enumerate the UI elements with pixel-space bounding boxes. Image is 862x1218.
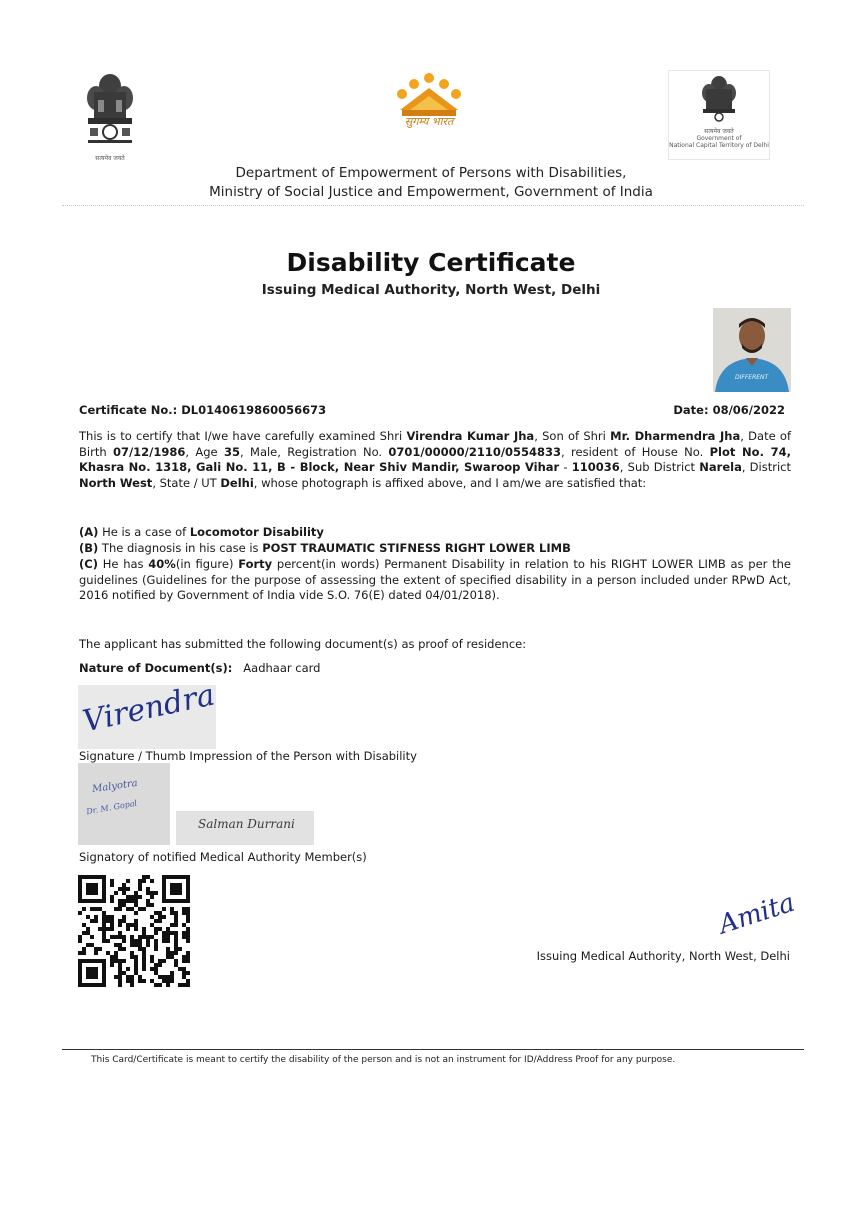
footer-disclaimer: This Card/Certificate is meant to certify the disability of the person and is not an instrument for ID/Address Proof for any purpose. [91, 1055, 676, 1065]
pin-code: 110036 [571, 460, 620, 474]
accessible-india-logo [388, 70, 470, 140]
department-line-2: Ministry of Social Justice and Empowerment, Government of India [209, 184, 653, 200]
document-nature-label: Nature of Document(s): [79, 661, 233, 675]
document-nature-value: Aadhaar card [243, 661, 321, 675]
department-line-1: Department of Empowerment of Persons with Disabilities, [235, 165, 627, 181]
diagnosis: POST TRAUMATIC STIFNESS RIGHT LOWER LIMB [262, 541, 571, 555]
certificate-date [673, 403, 785, 417]
emblem-motto: सत्यमेव जयते [95, 155, 125, 162]
lion-capital-icon [82, 70, 138, 150]
disability-percent: 40% [148, 557, 176, 571]
applicant-signature-caption: Signature / Thumb Impression of the Person with Disability [79, 749, 417, 763]
accessible-india-text: सुगम्य भारत [404, 115, 454, 128]
registration-number: 0701/00000/2110/0554833 [388, 444, 562, 459]
govt-line-2: National Capital Territory of Delhi [669, 142, 769, 149]
finding-a: (A) He is a case of Locomotor Disability [79, 525, 324, 539]
date-label: Date: [673, 403, 709, 417]
certificate-subtitle: Issuing Medical Authority, North West, Delhi [261, 282, 601, 298]
date-value: 08/06/2022 [712, 403, 785, 417]
emblem-motto: सत्यमेव जयते [704, 128, 734, 135]
member-signature-image-2 [176, 811, 314, 845]
certificate-number-label: Certificate No.: [79, 403, 178, 417]
applicant-signature: Virendra [79, 677, 218, 740]
father-name: Mr. Dharmendra Jha [610, 429, 741, 443]
issuing-authority-caption: Issuing Medical Authority, North West, Delhi [536, 949, 790, 963]
certificate-title: Disability Certificate [286, 248, 576, 277]
issuing-authority-signature: Amita [715, 887, 799, 941]
certificate-number-value: DL0140619860056673 [181, 403, 327, 417]
document-nature [79, 661, 320, 675]
applicant-name: Virendra Kumar Jha [406, 429, 535, 443]
sub-district: Narela [699, 460, 742, 474]
age: 35 [224, 444, 241, 459]
disability-type: Locomotor Disability [189, 525, 324, 539]
lion-capital-icon [669, 71, 769, 123]
accessible-india-icon [388, 70, 470, 140]
state-emblem-left [82, 70, 138, 160]
member-signature-image-1 [78, 763, 170, 845]
finding-c: (C) He has 40%(in figure) Forty percent(in words) Permanent Disability in relation to his RIGHT LOWER LIMB as per the guidelines (Guidelines for the purpose of assessing the extent of specified disability in a person included under RPwD Act, 2016 notified by Government of India vide S.O. 76(E) dated 04/01/2018). [79, 557, 792, 602]
certificate-number [79, 403, 326, 417]
qr-code [78, 875, 190, 987]
member-signature-1: Malyotra [91, 777, 139, 796]
department-heading [0, 164, 862, 202]
issuing-authority-signature-image [712, 887, 799, 947]
members-signature-caption: Signatory of notified Medical Authority Member(s) [79, 850, 367, 864]
date-of-birth: 07/12/1986 [112, 444, 186, 459]
address: Plot No. 74, Khasra No. 1318, Gali No. 11, B - Block, Near Shiv Mandir, Swaroop Vihar [79, 444, 792, 474]
district: North West [79, 475, 153, 490]
member-signature-1-name: Dr. M. Gopal [85, 798, 138, 817]
applicant-signature-image [78, 677, 218, 749]
disability-percent-words: Forty [238, 557, 273, 571]
header-divider [62, 205, 804, 206]
finding-b: (B) The diagnosis in his case is POST TRAUMATIC STIFNESS RIGHT LOWER LIMB [79, 541, 571, 555]
shirt-print: DIFFERENT [735, 374, 769, 381]
member-signature-2: Salman Durrani [198, 817, 295, 831]
footer-divider [62, 1049, 804, 1050]
state: Delhi [220, 475, 254, 490]
applicant-photo [713, 308, 791, 392]
qr-code-icon [78, 875, 190, 987]
delhi-govt-emblem [668, 70, 770, 160]
govt-line-1: Government of [696, 135, 742, 142]
certification-paragraph: This is to certify that I/we have carefully examined Shri Virendra Kumar Jha, Son of Shri Mr. Dharmendra Jha, Date of Birth 07/12/1986, Age 35, Male, Registration No. 0701/00000/2110/0554833, resident of House No. Plot No. 74, Khasra No. 1318, Gali No. 11, B - Block, Near Shiv Mandir, Swaroop Vihar - 110036, Sub District Narela, District North West, State / UT Delhi, whose photograph is affixed above, and I am/we are satisfied that: [79, 429, 792, 490]
residence-intro: The applicant has submitted the following document(s) as proof of residence: [79, 637, 527, 651]
